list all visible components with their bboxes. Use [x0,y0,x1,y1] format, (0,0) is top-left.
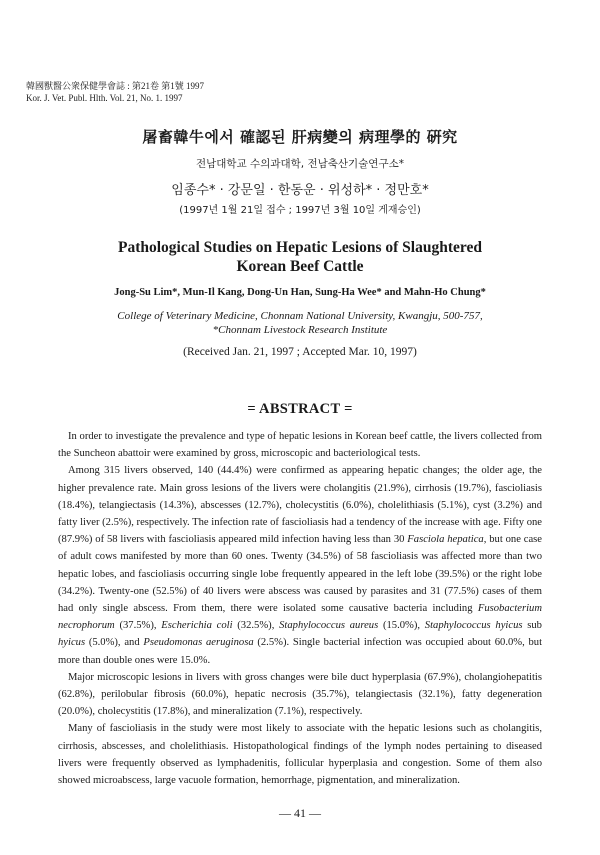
english-title [0,238,600,276]
abstract-p2-text-b: , but one case of adult cows manifested by more than 60 ones. Twenty (34.5%) of 58 fascioliasis was affected more than two hepatic lobes, and fascioliasis occurring single lobe frequently appeared in the left lobe (39.5%) or the right lobe (34.2%). Twenty-one (52.5%) of 40 livers were abscess was caused by parasites and 31 (77.5%) cases of them had only single abscess. From them, there were isolated some causative bacteria including [58,534,543,615]
english-title-line-2: Korean Beef Cattle [236,258,364,275]
abstract-p2-text-h: (2.5%). Single bacterial infection was occupied about 60.0%, but more than double ones were 15.0%. [58,637,543,666]
abstract-paragraph-1: In order to investigate the prevalence and type of hepatic lesions in Korean beef cattle, the livers collected from the Suncheon abattoir were examined by gross, microscopic and bacteriological tests. [58,431,542,460]
abstract-paragraph-2 [58,462,542,668]
abstract-p2-text-g: (5.0%), and [85,637,144,649]
species-ecoli: Escherichia coli [161,620,233,632]
page-number: — 41 — [279,806,321,820]
species-pseudomonas: Pseudomonas aeruginosa [143,637,254,649]
journal-header [26,80,204,104]
abstract-heading: = ABSTRACT = [247,401,353,417]
english-affiliation-line-2: *Chonnam Livestock Research Institute [212,324,388,336]
korean-affiliation: 전남대학교 수의과대학, 전남축산기술연구소* [196,158,404,170]
journal-citation-korean: 韓國獸醫公衆保健學會誌 : 第21卷 第1號 1997 [26,81,205,91]
species-fusobacterium: Fusobacterium necrophorum [58,603,542,632]
korean-dates: (1997년 1월 21일 접수 ; 1997년 3월 10일 게재승인) [179,205,421,216]
species-staph-hyicus: Staphylococcus hyicus [424,620,523,632]
abstract-p2-text-d: (32.5%), [232,620,280,632]
abstract-paragraph-4: Many of fascioliasis in the study were most likely to associate with the hepatic lesions such as cholangitis, cirrhosis, abscesses, and cholelithiasis. Histopathological findings of the lymph nodes pertaining to diseased livers were frequently observed as lymphadenitis, follicular hyperplasia and congestion. Some of them also showed microabscess, large vacuole formation, hemorrhage, pigmentation, and mineralization. [58,723,542,787]
journal-citation-english: Kor. J. Vet. Publ. Hlth. Vol. 21, No. 1. 1997 [26,93,183,103]
species-staph-aureus: Staphylococcus aureus [279,620,379,632]
english-authors: Jong-Su Lim*, Mun-Il Kang, Dong-Un Han, Sung-Ha Wee* and Mahn-Ho Chung* [114,287,486,298]
english-title-line-1: Pathological Studies on Hepatic Lesions of Slaughtered [118,239,482,256]
abstract-p2-text-c: (37.5%), [114,620,162,632]
abstract-paragraph-3: Major microscopic lesions in livers with gross changes were bile duct hyperplasia (67.9%), cholangiohepatitis (62.8%), perilobular fibrosis (60.0%), hepatic necrosis (35.7%), telangiectasis (32.1%), fatty degeneration (20.0%), cholecystitis (17.8%), and mineralization (7.1%), respectively. [58,671,542,718]
english-affiliation [0,309,600,337]
species-fasciola: Fasciola hepatica [407,534,484,546]
english-dates: (Received Jan. 21, 1997 ; Accepted Mar. 10, 1997) [183,346,417,358]
korean-authors: 임종수* · 강문일 · 한동운 · 위성하* · 정만호* [171,183,429,198]
abstract-p2-text-f: sub [522,620,542,632]
abstract-body [58,428,542,789]
species-hyicus-sub: hyicus [58,637,86,649]
abstract-p2-text-a: Among 315 livers observed, 140 (44.4%) were confirmed as appearing hepatic changes; the older age, the higher prevalence rate. Main gross lesions of the livers were cholangitis (21.9%), cirrhosis (19.7%), fascioliasis (18.4%), telangiectasis (14.3%), abscesses (12.7%), cholecystitis (6.0%), cholelithiasis (5.1%), cyst (3.2%) and fatty liver (2.5%), respectively. The infection rate of fascioliasis had a tendency of the increase with age. Fifty one (87.9%) of 58 livers with fascioliasis appeared mild infection having less than 30 [58,465,542,546]
english-affiliation-line-1: College of Veterinary Medicine, Chonnam National University, Kwangju, 500-757, [117,310,483,322]
korean-title: 屠畜韓牛에서 確認된 肝病變의 病理學的 硏究 [142,128,458,146]
abstract-p2-text-e: (15.0%), [378,620,425,632]
